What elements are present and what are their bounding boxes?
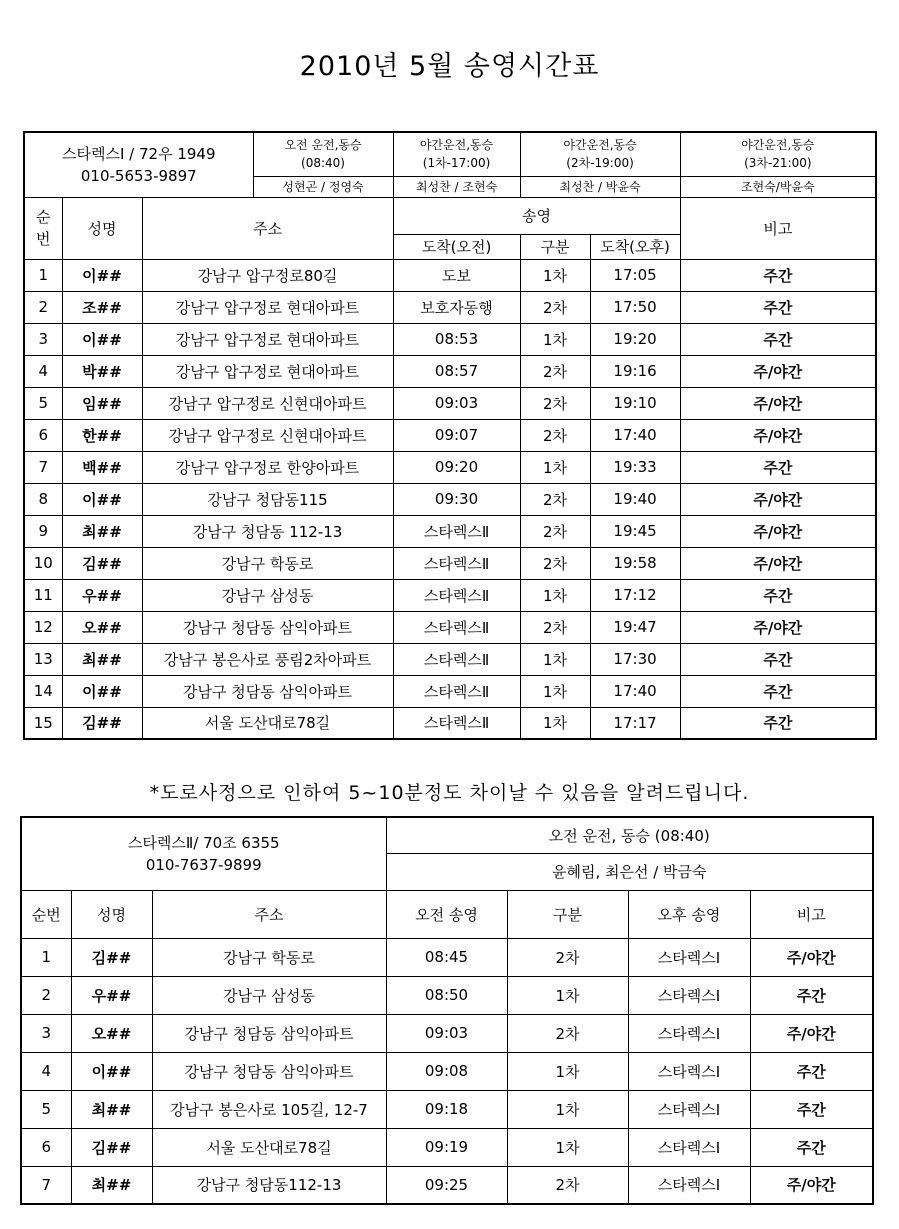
row-address: 강남구 봉은사로 105길, 12-7 [152, 1090, 386, 1128]
row-arrival-pm: 17:17 [590, 707, 680, 739]
col2-header-name: 성명 [71, 890, 152, 938]
row-arrival-am: 보호자동행 [393, 291, 520, 323]
row-arrival-pm: 19:47 [590, 611, 680, 643]
row-note: 주/야간 [750, 1014, 873, 1052]
row-no: 3 [21, 1014, 71, 1052]
table-row [24, 451, 876, 483]
row-address: 강남구 청담동115 [142, 483, 393, 515]
row-address: 강남구 압구정로80길 [142, 259, 393, 291]
col-header-type: 구분 [520, 234, 590, 259]
row-type: 1차 [520, 259, 590, 291]
col-header-arrival-pm: 도착(오후) [590, 234, 680, 259]
col-header-no: 순 번 [24, 197, 62, 259]
row-pm: 스타렉스Ⅰ [628, 976, 750, 1014]
row-address: 강남구 압구정로 현대아파트 [142, 291, 393, 323]
table-row [24, 387, 876, 419]
bus1-shift-2: 야간운전,동승 (1차-17:00) [393, 132, 520, 176]
row-name: 이## [62, 259, 142, 291]
row-note: 주간 [680, 259, 876, 291]
table-row [24, 419, 876, 451]
row-am: 09:19 [386, 1128, 507, 1166]
row-type: 1차 [507, 1052, 628, 1090]
row-address: 강남구 청담동 112-13 [142, 515, 393, 547]
row-am: 09:08 [386, 1052, 507, 1090]
row-type: 1차 [507, 1128, 628, 1166]
bus1-schedule-table [23, 131, 877, 740]
row-name: 김## [62, 707, 142, 739]
col-header-arrival-am: 도착(오전) [393, 234, 520, 259]
row-arrival-pm: 17:30 [590, 643, 680, 675]
row-no: 4 [24, 355, 62, 387]
bus2-vehicle: 스타렉스Ⅱ/ 70조 6355 [127, 833, 280, 852]
row-note: 주간 [680, 451, 876, 483]
col-header-note: 비고 [680, 197, 876, 259]
row-address: 강남구 청담동 삼익아파트 [142, 675, 393, 707]
bus1-shift-4-staff: 조현숙/박윤숙 [680, 176, 876, 197]
row-name: 한## [62, 419, 142, 451]
row-address: 강남구 청담동 삼익아파트 [142, 611, 393, 643]
row-arrival-pm: 19:16 [590, 355, 680, 387]
row-arrival-am: 스타렉스Ⅱ [393, 675, 520, 707]
row-no: 4 [21, 1052, 71, 1090]
row-type: 2차 [520, 547, 590, 579]
row-name: 최## [71, 1090, 152, 1128]
bus2-info [21, 817, 386, 890]
row-note: 주/야간 [680, 419, 876, 451]
row-address: 강남구 청담동 삼익아파트 [152, 1052, 386, 1090]
row-address: 강남구 청담동112-13 [152, 1166, 386, 1204]
row-note: 주/야간 [680, 387, 876, 419]
table-row [21, 1166, 873, 1204]
row-no: 12 [24, 611, 62, 643]
row-note: 주간 [750, 1052, 873, 1090]
row-pm: 스타렉스Ⅰ [628, 1014, 750, 1052]
row-type: 1차 [520, 675, 590, 707]
row-note: 주간 [750, 976, 873, 1014]
row-name: 이## [71, 1052, 152, 1090]
row-no: 2 [24, 291, 62, 323]
row-note: 주/야간 [680, 483, 876, 515]
row-note: 주간 [680, 675, 876, 707]
row-note: 주간 [680, 643, 876, 675]
bus1-shift-4: 야간운전,동승 (3차-21:00) [680, 132, 876, 176]
bus2-staff: 윤혜림, 최은선 / 박금숙 [386, 853, 873, 890]
bus1-vehicle: 스타렉스Ⅰ / 72우 1949 [62, 144, 216, 163]
bus1-shift-1-staff: 성현곤 / 정영숙 [253, 176, 393, 197]
row-no: 6 [24, 419, 62, 451]
row-no: 10 [24, 547, 62, 579]
row-note: 주간 [680, 323, 876, 355]
row-no: 6 [21, 1128, 71, 1166]
row-arrival-am: 스타렉스Ⅱ [393, 643, 520, 675]
row-name: 김## [71, 938, 152, 976]
row-name: 임## [62, 387, 142, 419]
row-pm: 스타렉스Ⅰ [628, 1090, 750, 1128]
row-pm: 스타렉스Ⅰ [628, 1128, 750, 1166]
row-name: 이## [62, 483, 142, 515]
col-header-name: 성명 [62, 197, 142, 259]
row-am: 09:25 [386, 1166, 507, 1204]
row-address: 강남구 삼성동 [152, 976, 386, 1014]
row-arrival-pm: 19:45 [590, 515, 680, 547]
col2-header-address: 주소 [152, 890, 386, 938]
col2-header-pm: 오후 송영 [628, 890, 750, 938]
row-arrival-pm: 17:50 [590, 291, 680, 323]
table-row [24, 643, 876, 675]
row-pm: 스타렉스Ⅰ [628, 1052, 750, 1090]
row-type: 1차 [507, 976, 628, 1014]
row-arrival-am: 09:07 [393, 419, 520, 451]
row-name: 이## [62, 675, 142, 707]
table-row [24, 579, 876, 611]
row-address: 서울 도산대로78길 [142, 707, 393, 739]
row-type: 2차 [520, 291, 590, 323]
row-arrival-am: 08:57 [393, 355, 520, 387]
col2-header-no: 순번 [21, 890, 71, 938]
row-no: 14 [24, 675, 62, 707]
row-name: 백## [62, 451, 142, 483]
row-type: 2차 [507, 938, 628, 976]
row-arrival-pm: 19:10 [590, 387, 680, 419]
row-type: 2차 [520, 515, 590, 547]
row-type: 2차 [520, 611, 590, 643]
bus1-shift-1: 오전 운전,동승 (08:40) [253, 132, 393, 176]
col-header-transport: 송영 [393, 197, 680, 234]
row-name: 김## [62, 547, 142, 579]
table-row [21, 976, 873, 1014]
table-row [21, 1052, 873, 1090]
row-arrival-am: 스타렉스Ⅱ [393, 707, 520, 739]
row-pm: 스타렉스Ⅰ [628, 938, 750, 976]
table-row [24, 611, 876, 643]
row-type: 2차 [520, 387, 590, 419]
bus1-info [24, 132, 253, 197]
row-note: 주/야간 [750, 938, 873, 976]
bus1-shift-3: 야간운전,동승 (2차-19:00) [520, 132, 680, 176]
table-row [24, 515, 876, 547]
row-type: 2차 [507, 1014, 628, 1052]
row-arrival-am: 스타렉스Ⅱ [393, 547, 520, 579]
row-arrival-am: 스타렉스Ⅱ [393, 611, 520, 643]
table-row [21, 1128, 873, 1166]
row-name: 우## [62, 579, 142, 611]
row-address: 강남구 학동로 [142, 547, 393, 579]
row-arrival-am: 스타렉스Ⅱ [393, 515, 520, 547]
row-arrival-pm: 17:05 [590, 259, 680, 291]
row-type: 2차 [507, 1166, 628, 1204]
row-type: 1차 [520, 643, 590, 675]
row-address: 서울 도산대로78길 [152, 1128, 386, 1166]
row-note: 주/야간 [680, 611, 876, 643]
row-name: 최## [62, 515, 142, 547]
row-address: 강남구 삼성동 [142, 579, 393, 611]
row-no: 1 [24, 259, 62, 291]
row-name: 조## [62, 291, 142, 323]
row-no: 9 [24, 515, 62, 547]
bus1-shift-3-staff: 최성찬 / 박윤숙 [520, 176, 680, 197]
table-row [24, 355, 876, 387]
row-address: 강남구 압구정로 현대아파트 [142, 323, 393, 355]
row-no: 13 [24, 643, 62, 675]
row-no: 1 [21, 938, 71, 976]
row-address: 강남구 압구정로 한양아파트 [142, 451, 393, 483]
row-arrival-pm: 19:58 [590, 547, 680, 579]
row-note: 주간 [680, 707, 876, 739]
row-address: 강남구 청담동 삼익아파트 [152, 1014, 386, 1052]
row-type: 1차 [520, 579, 590, 611]
row-arrival-pm: 17:40 [590, 419, 680, 451]
row-arrival-pm: 19:20 [590, 323, 680, 355]
table-row [24, 547, 876, 579]
row-arrival-am: 08:53 [393, 323, 520, 355]
row-am: 08:45 [386, 938, 507, 976]
row-note: 주간 [680, 291, 876, 323]
row-address: 강남구 학동로 [152, 938, 386, 976]
delay-notice: *도로사정으로 인하여 5~10분정도 차이날 수 있음을 알려드립니다. [149, 782, 750, 804]
table-row [24, 483, 876, 515]
row-no: 11 [24, 579, 62, 611]
row-name: 최## [71, 1166, 152, 1204]
row-address: 강남구 압구정로 현대아파트 [142, 355, 393, 387]
row-arrival-am: 09:20 [393, 451, 520, 483]
row-arrival-am: 도보 [393, 259, 520, 291]
row-type: 1차 [520, 323, 590, 355]
row-am: 09:03 [386, 1014, 507, 1052]
row-note: 주/야간 [680, 515, 876, 547]
bus1-phone: 010-5653-9897 [80, 166, 197, 185]
row-note: 주/야간 [680, 355, 876, 387]
col2-header-am: 오전 송영 [386, 890, 507, 938]
row-type: 2차 [520, 483, 590, 515]
row-no: 5 [24, 387, 62, 419]
row-no: 2 [21, 976, 71, 1014]
col2-header-note: 비고 [750, 890, 873, 938]
bus2-schedule-table [20, 816, 874, 1205]
row-arrival-pm: 19:33 [590, 451, 680, 483]
row-name: 오## [71, 1014, 152, 1052]
row-arrival-am: 09:30 [393, 483, 520, 515]
row-no: 5 [21, 1090, 71, 1128]
row-note: 주/야간 [680, 547, 876, 579]
row-no: 3 [24, 323, 62, 355]
table-row [24, 323, 876, 355]
row-name: 이## [62, 323, 142, 355]
table-row [21, 938, 873, 976]
row-arrival-am: 09:03 [393, 387, 520, 419]
row-name: 우## [71, 976, 152, 1014]
row-note: 주간 [680, 579, 876, 611]
row-note: 주/야간 [750, 1166, 873, 1204]
table-row [21, 1014, 873, 1052]
row-note: 주간 [750, 1128, 873, 1166]
table-row [21, 1090, 873, 1128]
row-address: 강남구 압구정로 신현대아파트 [142, 419, 393, 451]
row-no: 7 [24, 451, 62, 483]
row-type: 1차 [520, 451, 590, 483]
row-arrival-pm: 17:40 [590, 675, 680, 707]
row-am: 09:18 [386, 1090, 507, 1128]
page-title: 2010년 5월 송영시간표 [299, 51, 600, 82]
row-no: 8 [24, 483, 62, 515]
row-arrival-pm: 19:40 [590, 483, 680, 515]
row-address: 강남구 압구정로 신현대아파트 [142, 387, 393, 419]
row-am: 08:50 [386, 976, 507, 1014]
row-no: 7 [21, 1166, 71, 1204]
row-type: 2차 [520, 419, 590, 451]
table-row [24, 259, 876, 291]
row-name: 최## [62, 643, 142, 675]
table-row [24, 291, 876, 323]
bus2-shift-label: 오전 운전, 동승 (08:40) [386, 817, 873, 853]
row-type: 1차 [520, 707, 590, 739]
row-name: 김## [71, 1128, 152, 1166]
bus1-shift-2-staff: 최성찬 / 조현숙 [393, 176, 520, 197]
row-note: 주간 [750, 1090, 873, 1128]
row-name: 박## [62, 355, 142, 387]
row-name: 오## [62, 611, 142, 643]
row-arrival-pm: 17:12 [590, 579, 680, 611]
bus2-phone: 010-7637-9899 [145, 855, 262, 874]
row-pm: 스타렉스Ⅰ [628, 1166, 750, 1204]
table-row [24, 707, 876, 739]
col-header-address: 주소 [142, 197, 393, 259]
row-arrival-am: 스타렉스Ⅱ [393, 579, 520, 611]
row-type: 2차 [520, 355, 590, 387]
col2-header-type: 구분 [507, 890, 628, 938]
table-row [24, 675, 876, 707]
row-type: 1차 [507, 1090, 628, 1128]
row-address: 강남구 봉은사로 풍림2차아파트 [142, 643, 393, 675]
row-no: 15 [24, 707, 62, 739]
